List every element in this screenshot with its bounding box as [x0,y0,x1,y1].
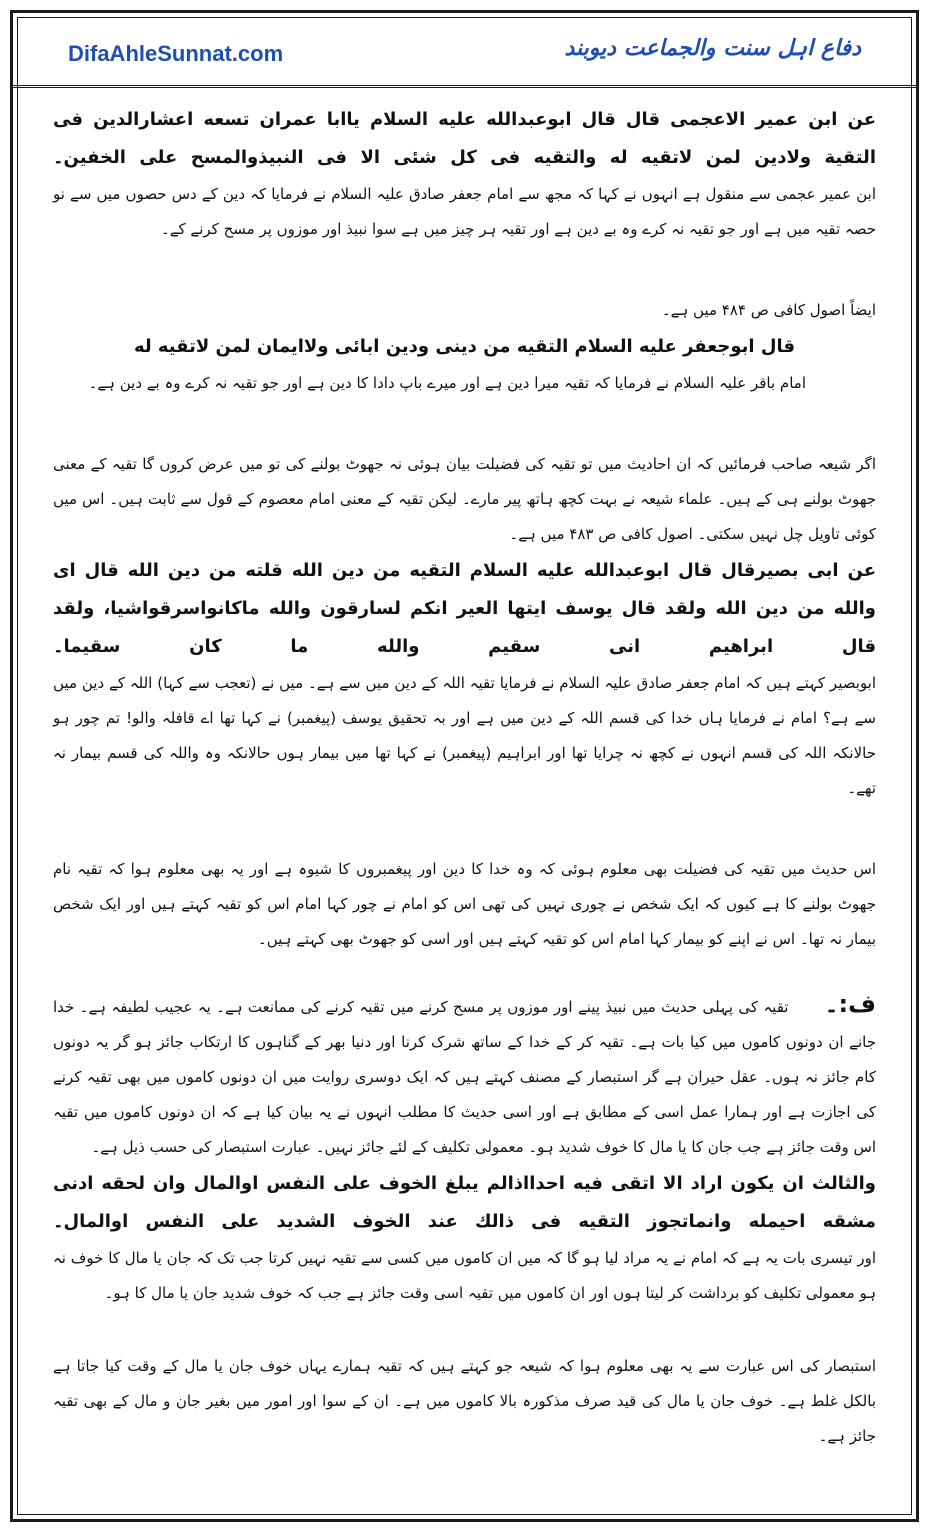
brand-title: دفاع اہل سنت والجماعت دیوبند [564,35,861,61]
arabic-quote-3: عن ابى بصيرقال قال ابوعبدالله عليه السلام التقيه من دين الله قلته من دين الله قال اى والله من دين الله ولقد قال يوسف ايتها العير انكم لسارقون والله ماكانواسرقواشيا، ولقد قال ابراهيم انى سقيم والله ما كان سقيما۔ [53,560,876,657]
note-marker: ف:۔ [824,990,876,1018]
urdu-translation-2: امام باقر علیہ السلام نے فرمایا کہ تقیہ میرا دین ہے اور میرے باپ دادا کا دین ہے اور جو تقیہ نہ کرے وہ بے دین ہے۔ [88,374,806,392]
reference-line-1: ایضاً اصول کافی ص ۴۸۴ میں ہے۔ [661,301,876,319]
page-frame [10,10,919,1522]
spacer [53,806,876,852]
urdu-translation-1: ابن عمیر عجمی سے منقول ہے انہوں نے کہا کہ مجھ سے امام جعفر صادق علیہ السلام نے فرمایا کہ دین کے دس حصوں میں سے نو حصہ تقیہ میں ہے اور جو تقیہ نہ کرے وہ بے دین ہے اور تقیہ ہر چیز میں ہے سوا نبیذ اور موزوں پر مسح کرنے کے۔ [53,185,876,238]
spacer [53,401,876,447]
urdu-translation-3: ابوبصیر کہتے ہیں کہ امام جعفر صادق علیہ السلام نے فرمایا تقیہ اللہ کے دین میں سے ہے۔ میں نے (تعجب سے کہا) اللہ کے دین میں سے ہے؟ امام نے فرمایا ہاں خدا کی قسم اللہ کے دین میں ہے اور بہ تحقیق یوسف (پیغمبر) نے کہا تھا اے قافلہ والو! تم چور ہو حالانکہ اللہ کی قسم انہوں نے کچھ نہ چرایا تھا اور ابراہیم (پیغمبر) نے کہا تھا میں بیمار ہوں حالانکہ وہ واللہ کی قسم بیمار نہ تھے۔ [53,674,877,797]
arabic-quote-2: قال ابوجعفر عليه السلام التقيه من دينى ودين ابائى ولاايمان لمن لاتقيه له [133,336,796,357]
commentary-1: اگر شیعہ صاحب فرمائیں کہ ان احادیث میں تو تقیہ کی فضیلت بیان ہوئی نہ جھوٹ بولنے کی تو میں عرض کروں گا تقیہ کے معنی جھوٹ بولنے ہی کے ہیں۔ علماء شیعہ نے بہت کچھ ہاتھ پیر مارے۔ لیکن تقیہ کے معنی امام معصوم کے قول سے ثابت ہیں۔ اس میں کوئی تاویل چل نہیں سکتی۔ اصول کافی ص ۴۸۳ میں ہے۔ [53,455,877,543]
commentary-2: اس حدیث میں تقیہ کی فضیلت بھی معلوم ہوئی کہ وہ خدا کا دین اور پیغمبروں کا شیوہ ہے اور یہ بھی معلوم ہوا کہ تقیہ نام جھوٹ بولنے کا ہے کیوں کہ ایک شخص نے چوری نہیں کی تھی اس کو امام نے چور کہا امام اس کو تقیہ کہتے ہیں اور ایک شخص بیمار نہ تھا۔ اس نے اپنے کو بیمار کہا امام اس کو تقیہ کہتے ہیں اور اسی کو جھوٹ بھی کہتے ہیں۔ [53,860,876,948]
article-body [53,101,876,1505]
arabic-quote-4: والثالث ان يكون اراد الا اتقى فيه احدااذالم يبلغ الخوف على النفس اوالمال وان لحقه ادنى مشقه احيمله وانماتجوز التقيه فى ذالك عند الخوف الشديد على النفس اوالمال۔ [53,1173,876,1232]
spacer [53,1311,876,1349]
page-header [13,13,916,88]
conclusion: استبصار کی اس عبارت سے یہ بھی معلوم ہوا کہ شیعہ جو کہتے ہیں کہ تقیہ ہمارے یہاں خوف جان یا مال کے وقت کیا جاتا ہے بالکل غلط ہے۔ خوف جان یا مال کی قید صرف مذکورہ بالا کاموں میں ہے۔ ان کے سوا اور امور میں بغیر جان و مال کے بھی تقیہ جائز ہے۔ [53,1357,876,1445]
arabic-quote-1: عن ابن عمير الاعجمى قال قال ابوعبدالله عليه السلام ياابا عمران تسعه اعشارالدين فى التقية ولادين لمن لاتقيه له والتقيه فى كل شئى الا فى النبيذوالمسح على الخفين۔ [53,109,876,168]
spacer [53,247,876,293]
spacer [53,957,876,987]
site-name[interactable]: DifaAhleSunnat.com [68,41,284,66]
note-paragraph [53,987,876,1165]
urdu-translation-4: اور تیسری بات یہ ہے کہ امام نے یہ مراد لیا ہو گا کہ میں ان کاموں میں کسی سے تقیہ نہیں کرتا جب تک کہ جان یا مال کا خوف نہ ہو معمولی تکلیف کو برداشت کر لیتا ہوں اور ان کاموں میں تقیہ اسی وقت جائز ہے جب کہ خوف شدید جان یا مال کا ہو۔ [53,1249,876,1302]
note-text: تقیہ کی پہلی حدیث میں نبیذ پینے اور موزوں پر مسح کرنے میں تقیہ کرنے کی ممانعت ہے۔ یہ عجیب لطیفہ ہے۔ خدا جانے ان دونوں کاموں میں کیا بات ہے۔ تقیہ کر کے خدا کے ساتھ شرک کرنا اور دنیا بھر کے گناہوں کا ارتکاب جائز ہو گر یہ دونوں کام جائز نہ ہوں۔ عقل حیران ہے گر استبصار کے مصنف کہتے ہیں کہ ایک دوسری روایت میں ان دونوں کاموں میں بھی تقیہ کرنے کی اجازت ہے اور ہمارا عمل اسی کے مطابق ہے اور اسی حدیث کا مطلب انہوں نے یہ بیان کیا ہے کہ ان دونوں کاموں میں تقیہ اس وقت جائز ہے جب جان کا یا مال کا خوف شدید ہو۔ معمولی تکلیف کے لئے جائز نہیں۔ عبارت استبصار کی حسب ذیل ہے۔ [53,998,876,1156]
